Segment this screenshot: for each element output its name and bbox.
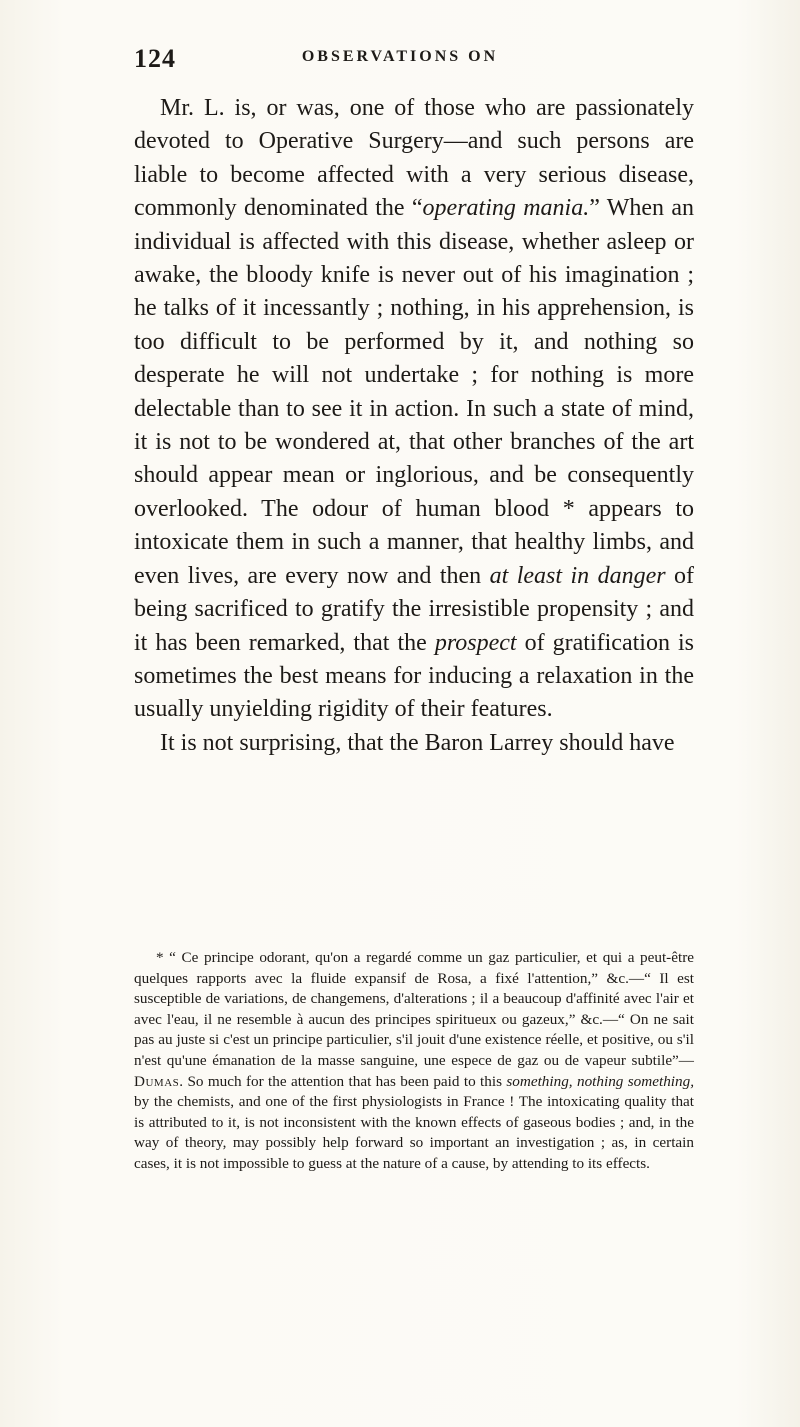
text-run: Mr. L. is, or was, one of those who are passionately devoted to Operative Surgery—and such persons are liable to become affected with a very serious disease, commonly denominated the “: [134, 95, 694, 222]
page-number: 124: [134, 44, 176, 73]
text-run: ” When an individual is affected with this disease, whether asleep or awake, the bloody knife is never out of his imagination ; he talks of it incessantly ; nothing, in his apprehension, is too difficult to be performed by it, and nothing so desperate he will not undertake ; for nothing is more delectable than to see it in action. In such a state of mind, it is not to be wondered at, that other branches of the art should appear mean or inglorious, and be consequently overlooked. The odour of human blood * appears to intoxicate them in such a manner, that healthy limbs, and even lives, are every now and then: [134, 195, 695, 589]
footnote: [134, 948, 694, 1175]
paragraph-2: It is not surprising, that the Baron Larrey should have: [160, 729, 675, 756]
text-run: of being sacrificed to gratify the irresistible propensity ; and it has been remarked, that the: [134, 562, 694, 656]
text-run: by the chemists, and one of the first physiologists in France ! The intoxicating quality that is attributed to it, is not inconsistent with the known effects of gaseous bodies ; and, in the way of theory, may possibly help forward so important an investigation ; as, in certain cases, it is not impossible to guess at the nature of a cause, by attending to its effects.: [134, 1093, 694, 1172]
running-head: OBSERVATIONS ON: [301, 48, 499, 65]
italic-phrase: at least in danger: [489, 562, 666, 589]
text-run: of gratification is sometimes the best means for inducing a relaxation in the usually unyielding rigidity of their features.: [134, 629, 694, 723]
text-run: * “ Ce principe odorant, qu'on a regardé comme un gaz particulier, et qui a peut-être quelques rapports avec la fluide expansif de Rosa, a fixé l'attention,” &c.—“ Il est susceptible de variations, de changemens, d'alterations ; il a beaucoup d'affinité avec l'air et avec l'eau, il ne resemble à aucun des principes spiritueux ou gazeux,” &c.—“ On ne sait pas au juste si c'est un principe particulier, s'il jouit d'une existence réelle, et positive, ou s'il n'est qu'une émanation de la masse sanguine, une espece de gaz ou de vapeur subtile”—: [134, 949, 694, 1069]
footnote-paragraph: [134, 948, 694, 1175]
italic-phrase: operating mania.: [422, 195, 590, 222]
italic-phrase: prospect: [434, 629, 517, 656]
paragraph-1: [134, 92, 694, 727]
text-run: . So much for the attention that has been paid to this: [179, 1072, 507, 1090]
footnote-author: Dumas: [134, 1072, 180, 1090]
page-header: [0, 38, 800, 78]
italic-phrase: something, nothing something,: [506, 1072, 694, 1090]
body-text: [134, 92, 694, 760]
